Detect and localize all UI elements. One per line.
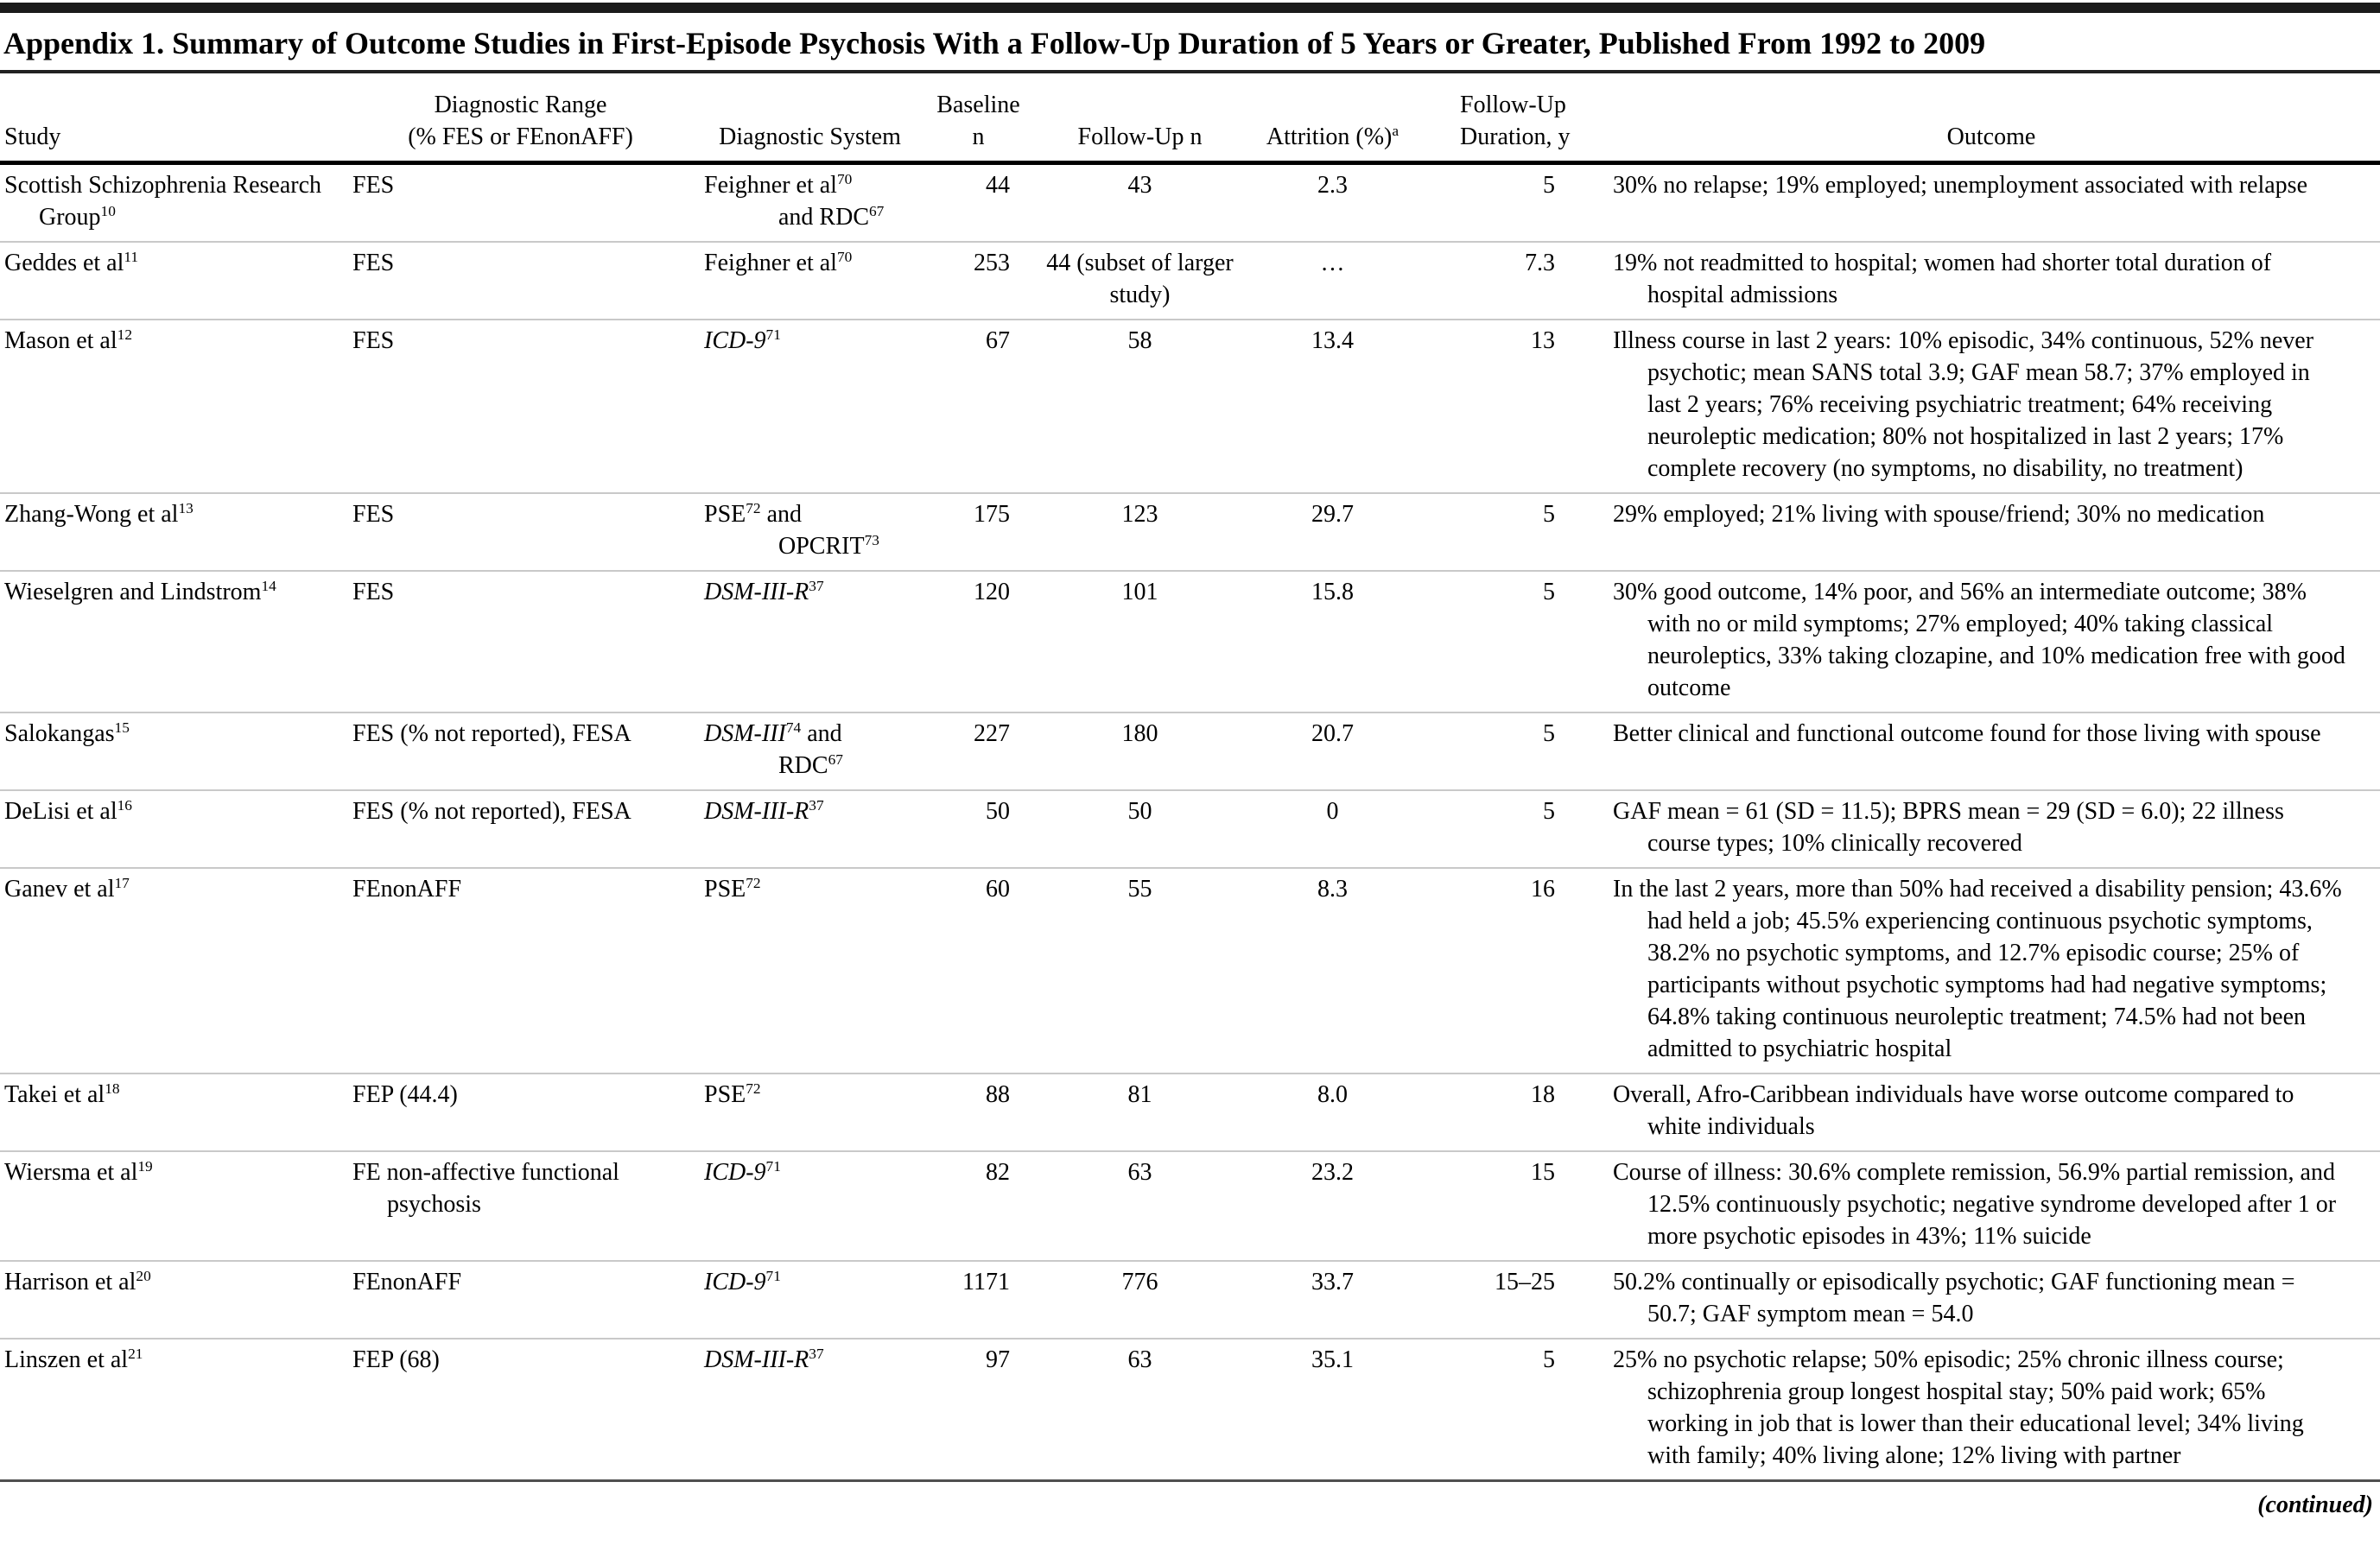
- attrition-cell: 15.8: [1240, 571, 1425, 712]
- table-row: [0, 1074, 2380, 1151]
- attrition-cell: 33.7: [1240, 1261, 1425, 1339]
- col-header-diagnostic-range-line1: Diagnostic Range: [434, 92, 607, 118]
- col-header-baseline-line2: n: [972, 124, 985, 150]
- outcome-cell: 30% good outcome, 14% poor, and 56% an intermediate outcome; 38% with no or mild symptoms; 27% employed; 40% taking classical neuroleptics, 33% taking clozapine, and 10% medication free with good outcome: [1603, 571, 2380, 712]
- table-row: [0, 163, 2380, 243]
- followup-n-cell: 81: [1032, 1074, 1240, 1151]
- diagnostic-range-cell: FEP (68): [346, 1339, 695, 1481]
- followup-n-cell: 123: [1032, 493, 1240, 571]
- col-header-diagnostic-range: [346, 73, 695, 163]
- study-text: Linszen et $al^{21}$: [4, 1346, 143, 1373]
- table-row: [0, 790, 2380, 868]
- duration-cell: 15: [1425, 1151, 1603, 1261]
- study-cell: [0, 242, 346, 320]
- attrition-cell: 2.3: [1240, 163, 1425, 243]
- study-cell: [0, 712, 346, 790]
- table-row: [0, 1151, 2380, 1261]
- outcome-cell: 29% employed; 21% living with spouse/friend; 30% no medication: [1603, 493, 2380, 571]
- table-row: [0, 571, 2380, 712]
- followup-n-cell: 55: [1032, 868, 1240, 1074]
- appendix-page: [0, 3, 2380, 1558]
- duration-cell: 7.3: [1425, 242, 1603, 320]
- diagnostic-system-cell: DSM-III$^{74}$ and RDC$^{67}$: [695, 712, 924, 790]
- duration-cell: 5: [1425, 790, 1603, 868]
- attrition-cell: …: [1240, 242, 1425, 320]
- baseline-n-cell: 1171: [924, 1261, 1032, 1339]
- followup-n-cell: 776: [1032, 1261, 1240, 1339]
- followup-n-cell: 50: [1032, 790, 1240, 868]
- duration-cell: 5: [1425, 163, 1603, 243]
- continued-note: (continued): [2257, 1492, 2373, 1518]
- study-cell: [0, 320, 346, 493]
- followup-n-cell: 58: [1032, 320, 1240, 493]
- col-header-followup-duration-line1: Follow-Up: [1460, 92, 1566, 118]
- duration-cell: 5: [1425, 1339, 1603, 1481]
- table-body: [0, 163, 2380, 1481]
- table-row: [0, 868, 2380, 1074]
- duration-cell: 16: [1425, 868, 1603, 1074]
- diagnostic-range-cell: FES: [346, 571, 695, 712]
- attrition-cell: 20.7: [1240, 712, 1425, 790]
- diagnostic-range-cell: FES: [346, 242, 695, 320]
- study-cell: [0, 1261, 346, 1339]
- baseline-n-cell: 50: [924, 790, 1032, 868]
- table-row: [0, 712, 2380, 790]
- diagnostic-system-cell: ICD-$9^{71}$: [695, 1151, 924, 1261]
- diagnostic-range-cell: FES (% not reported), FESA: [346, 712, 695, 790]
- diagnostic-system-cell: PSE$^{72}$: [695, 1074, 924, 1151]
- outcome-cell: 25% no psychotic relapse; 50% episodic; 25% chronic illness course; schizophrenia group longest hospital stay; 50% paid work; 65% working in job that is lower than their educational level; 34% living with family; 40% living alone; 12% living with partner: [1603, 1339, 2380, 1481]
- col-header-followup-n: Follow-Up n: [1032, 73, 1240, 163]
- study-cell: [0, 571, 346, 712]
- diagnostic-range-cell: FES: [346, 320, 695, 493]
- attrition-cell: 23.2: [1240, 1151, 1425, 1261]
- baseline-n-cell: 120: [924, 571, 1032, 712]
- followup-n-cell: 63: [1032, 1339, 1240, 1481]
- study-text: Geddes et $al^{11}$: [4, 249, 139, 276]
- attrition-cell: 35.1: [1240, 1339, 1425, 1481]
- outcome-cell: 19% not readmitted to hospital; women had shorter total duration of hospital admissions: [1603, 242, 2380, 320]
- followup-n-cell: 180: [1032, 712, 1240, 790]
- diagnostic-system-cell: DSM-$III-R^{37}$: [695, 571, 924, 712]
- diagnostic-range-cell: FEnonAFF: [346, 868, 695, 1074]
- col-header-followup-duration: [1425, 73, 1603, 163]
- study-cell: [0, 163, 346, 243]
- study-text: Harrison et $al^{20}$: [4, 1268, 151, 1295]
- diagnostic-system-cell: ICD-$9^{71}$: [695, 320, 924, 493]
- outcome-cell: In the last 2 years, more than 50% had received a disability pension; 43.6% had held a job; 45.5% experiencing continuous psychotic symptoms, 38.2% no psychotic symptoms, and 12.7% episodic course; 25% of participants without psychotic symptoms had had negative symptoms; 64.8% taking continuous neuroleptic treatment; 74.5% had not been admitted to psychiatric hospital: [1603, 868, 2380, 1074]
- outcome-cell: GAF mean = 61 (SD = 11.5); BPRS mean = 29 (SD = 6.0); 22 illness course types; 10% clinically recovered: [1603, 790, 2380, 868]
- table-row: [0, 1261, 2380, 1339]
- diagnostic-range-cell: FEnonAFF: [346, 1261, 695, 1339]
- col-header-diagnostic-system: Diagnostic System: [695, 73, 924, 163]
- duration-cell: 13: [1425, 320, 1603, 493]
- study-text: Wiersma et $al^{19}$: [4, 1158, 153, 1186]
- baseline-n-cell: 60: [924, 868, 1032, 1074]
- study-text: DeLisi et $al^{16}$: [4, 797, 132, 825]
- outcome-cell: Better clinical and functional outcome found for those living with spouse: [1603, 712, 2380, 790]
- study-cell: [0, 1339, 346, 1481]
- diagnostic-system-cell: PSE$^{72}$ and OPCRIT$^{73}$: [695, 493, 924, 571]
- followup-n-cell: 44 (subset of larger study): [1032, 242, 1240, 320]
- duration-cell: 5: [1425, 712, 1603, 790]
- baseline-n-cell: 88: [924, 1074, 1032, 1151]
- baseline-n-cell: 82: [924, 1151, 1032, 1261]
- table-row: [0, 493, 2380, 571]
- outcome-cell: Illness course in last 2 years: 10% episodic, 34% continuous, 52% never psychotic; mean SANS total 3.9; GAF mean 58.7; 37% employed in last 2 years; 76% receiving psychiatric treatment; 64% receiving neuroleptic medication; 80% not hospitalized in last 2 years; 17% complete recovery (no symptoms, no disability, no treatment): [1603, 320, 2380, 493]
- table-title: Appendix 1. Summary of Outcome Studies in First-Episode Psychosis With a Follow-Up Duration of 5 Years or Greater, Published From 1992 to 2009: [0, 13, 2380, 73]
- followup-n-cell: 43: [1032, 163, 1240, 243]
- diagnostic-range-cell: FES: [346, 163, 695, 243]
- study-cell: [0, 868, 346, 1074]
- attrition-cell: 13.4: [1240, 320, 1425, 493]
- study-text: Zhang-Wong et $al^{13}$: [4, 500, 194, 528]
- attrition-cell: 0: [1240, 790, 1425, 868]
- summary-table: [0, 73, 2380, 1482]
- attrition-cell: 8.3: [1240, 868, 1425, 1074]
- diagnostic-range-cell: FES (% not reported), FESA: [346, 790, 695, 868]
- outcome-cell: 50.2% continually or episodically psychotic; GAF functioning mean = 50.7; GAF symptom mean = 54.0: [1603, 1261, 2380, 1339]
- col-header-outcome: Outcome: [1603, 73, 2380, 163]
- baseline-n-cell: 253: [924, 242, 1032, 320]
- duration-cell: 5: [1425, 571, 1603, 712]
- outcome-cell: 30% no relapse; 19% employed; unemployment associated with relapse: [1603, 163, 2380, 243]
- diagnostic-system-cell: DSM-$III-R^{37}$: [695, 1339, 924, 1481]
- duration-cell: 15–25: [1425, 1261, 1603, 1339]
- table-header: [0, 73, 2380, 163]
- col-header-followup-duration-line2: Duration, y: [1460, 124, 1571, 150]
- study-text: Takei et $al^{18}$: [4, 1080, 120, 1108]
- diagnostic-range-cell: FEP (44.4): [346, 1074, 695, 1151]
- diagnostic-system-cell: Feighner et $al^{70}$ and RDC$^{67}$: [695, 163, 924, 243]
- attrition-cell: 8.0: [1240, 1074, 1425, 1151]
- col-header-attrition: Attrition (%)$^a$: [1240, 73, 1425, 163]
- baseline-n-cell: 97: [924, 1339, 1032, 1481]
- top-rule: [0, 3, 2380, 13]
- outcome-cell: Course of illness: 30.6% complete remission, 56.9% partial remission, and 12.5% continuously psychotic; negative syndrome developed after 1 or more psychotic episodes in 43%; 11% suicide: [1603, 1151, 2380, 1261]
- col-header-baseline-line1: Baseline: [936, 92, 1020, 118]
- col-header-diagnostic-range-line2: (% FES or FEnonAFF): [408, 124, 633, 150]
- baseline-n-cell: 44: [924, 163, 1032, 243]
- table-row: [0, 320, 2380, 493]
- duration-cell: 5: [1425, 493, 1603, 571]
- outcome-cell: Overall, Afro-Caribbean individuals have worse outcome compared to white individuals: [1603, 1074, 2380, 1151]
- table-row: [0, 1339, 2380, 1481]
- col-header-baseline-n: [924, 73, 1032, 163]
- diagnostic-system-cell: PSE$^{72}$: [695, 868, 924, 1074]
- study-cell: [0, 493, 346, 571]
- diagnostic-range-cell: FES: [346, 493, 695, 571]
- header-row: [0, 73, 2380, 163]
- diagnostic-range-cell: FE non-affective functional psychosis: [346, 1151, 695, 1261]
- diagnostic-system-cell: DSM-$III-R^{37}$: [695, 790, 924, 868]
- baseline-n-cell: 175: [924, 493, 1032, 571]
- study-cell: [0, 1074, 346, 1151]
- study-text: Mason et $al^{12}$: [4, 326, 132, 354]
- table-row: [0, 242, 2380, 320]
- study-text: Wieselgren and Lindstrom$^{14}$: [4, 578, 276, 605]
- diagnostic-system-cell: Feighner et $al^{70}$: [695, 242, 924, 320]
- study-text: Scottish Schizophrenia Research Group$^{10}$: [4, 172, 322, 231]
- study-text: Ganev et $al^{17}$: [4, 875, 130, 902]
- baseline-n-cell: 227: [924, 712, 1032, 790]
- study-cell: [0, 790, 346, 868]
- baseline-n-cell: 67: [924, 320, 1032, 493]
- duration-cell: 18: [1425, 1074, 1603, 1151]
- col-header-study: Study: [0, 73, 346, 163]
- diagnostic-system-cell: ICD-$9^{71}$: [695, 1261, 924, 1339]
- attrition-cell: 29.7: [1240, 493, 1425, 571]
- followup-n-cell: 101: [1032, 571, 1240, 712]
- followup-n-cell: 63: [1032, 1151, 1240, 1261]
- study-text: Salokangas$^{15}$: [4, 719, 130, 747]
- study-cell: [0, 1151, 346, 1261]
